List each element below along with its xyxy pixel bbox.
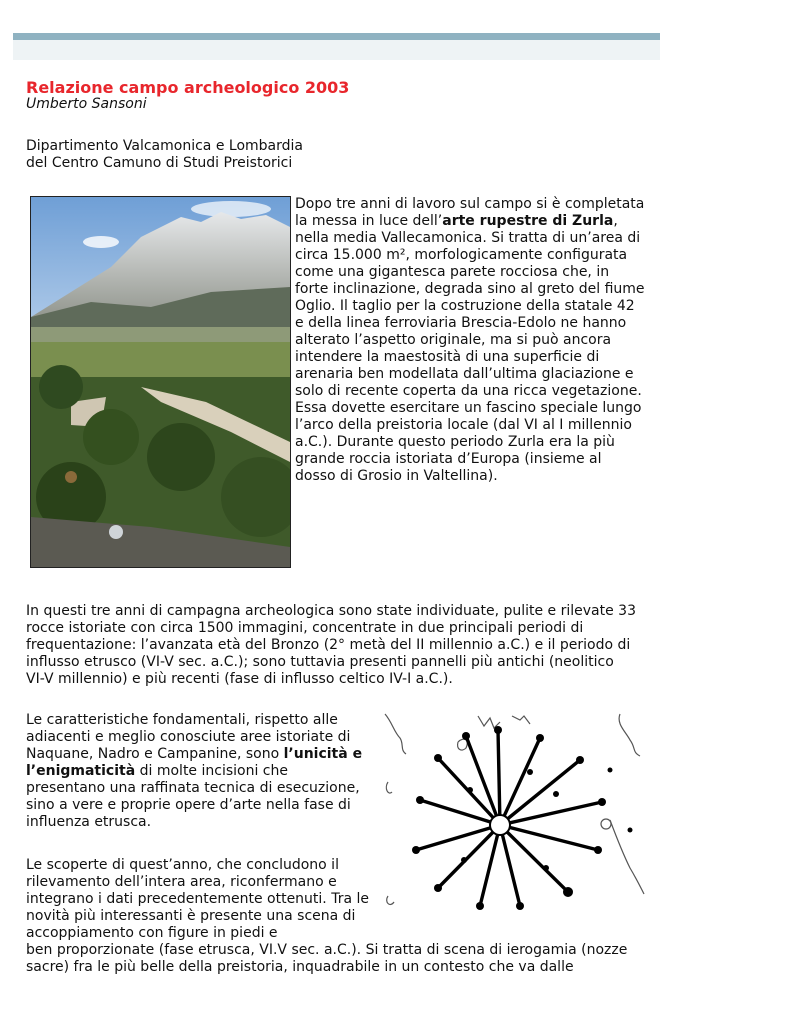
discoveries-paragraph: Le scoperte di quest’anno, che concludono il rilevamento dell’intera area, riconfermano e integrano i dati precedentemente ottenuti. Tra le novità più interessanti è presente una scena di accoppiamento con figure in piedi e xyxy=(26,857,369,941)
valley-photo-image xyxy=(31,197,290,567)
intro-text-start: Dopo tre anni di lavoro sul campo si è completata la messa in luce dell’ xyxy=(295,196,645,229)
intro-text-end: , nella media Vallecamonica. Si tratta di un’area di circa 15.000 m², morfologicamente configurata come una gigantesca parete rocciosa che, in forte inclinazione, degrada sino al greto del fiume Oglio. Il taglio per la costruzione della statale 42 e della linea ferroviaria Brescia-Edolo ne hanno alterato l’aspetto originale, ma si può ancora intendere la maestosità di una superficie di arenaria ben modellata dall’ultima glaciazione e solo di recente coperta da una ricca vegetazione. Essa dovette esercitare un fascino speciale lungo l’arco della preistoria locale (dal VI al I millennio a.C.). Durante questo periodo Zurla era la più grande roccia istoriata d’Europa (insieme al dosso di Grosio in Valtellina). xyxy=(295,213,645,484)
intro-highlight: arte rupestre di Zurla xyxy=(442,213,614,229)
characteristics-highlight: l’unicità e l’enigmaticità xyxy=(26,746,363,779)
author-name: Umberto Sansoni xyxy=(26,96,147,112)
header-stripe xyxy=(13,33,660,40)
department-line-1: Dipartimento Valcamonica e Lombardia xyxy=(26,138,303,154)
department-block xyxy=(26,138,346,172)
campaign-paragraph: In questi tre anni di campagna archeologica sono state individuate, pulite e rilevate 33 rocce istoriate con circa 1500 immagini, concentrate in due principali periodi di frequentazione: l’avanzata età del Bronzo (2° metà del II millennio a.C.) e il periodo di influsso etrusco (VI-V sec. a.C.); sono tuttavia presenti pannelli più antichi (neolitico VI-V millennio) e più recenti (fase di influsso celtico IV-I a.C.). xyxy=(26,603,636,687)
department-line-2: del Centro Camuno di Studi Preistorici xyxy=(26,155,293,171)
header-band xyxy=(13,33,660,60)
discoveries-paragraph-continued: ben proporzionate (fase etrusca, VI.V sec. a.C.). Si tratta di scena di ierogamia (nozze sacre) fra le più belle della preistoria, inquadrabile in un contesto che va dalle xyxy=(26,942,628,975)
characteristics-paragraph xyxy=(26,712,371,831)
intro-paragraph xyxy=(295,196,645,485)
rock-engraving-drawing xyxy=(380,710,646,915)
characteristics-text-end: di molte incisioni che presentano una raffinata tecnica di esecuzione, sino a vere e proprie opere d’arte nella fase di influenza etrusca. xyxy=(26,763,360,830)
characteristics-text-start: Le caratteristiche fondamentali, rispetto alle adiacenti e meglio conosciute aree istoriate di Naquane, Nadro e Campanine, sono xyxy=(26,712,351,762)
valley-photo xyxy=(30,196,291,568)
rock-engraving-image xyxy=(380,710,646,915)
page-title: Relazione campo archeologico 2003 xyxy=(26,78,350,97)
